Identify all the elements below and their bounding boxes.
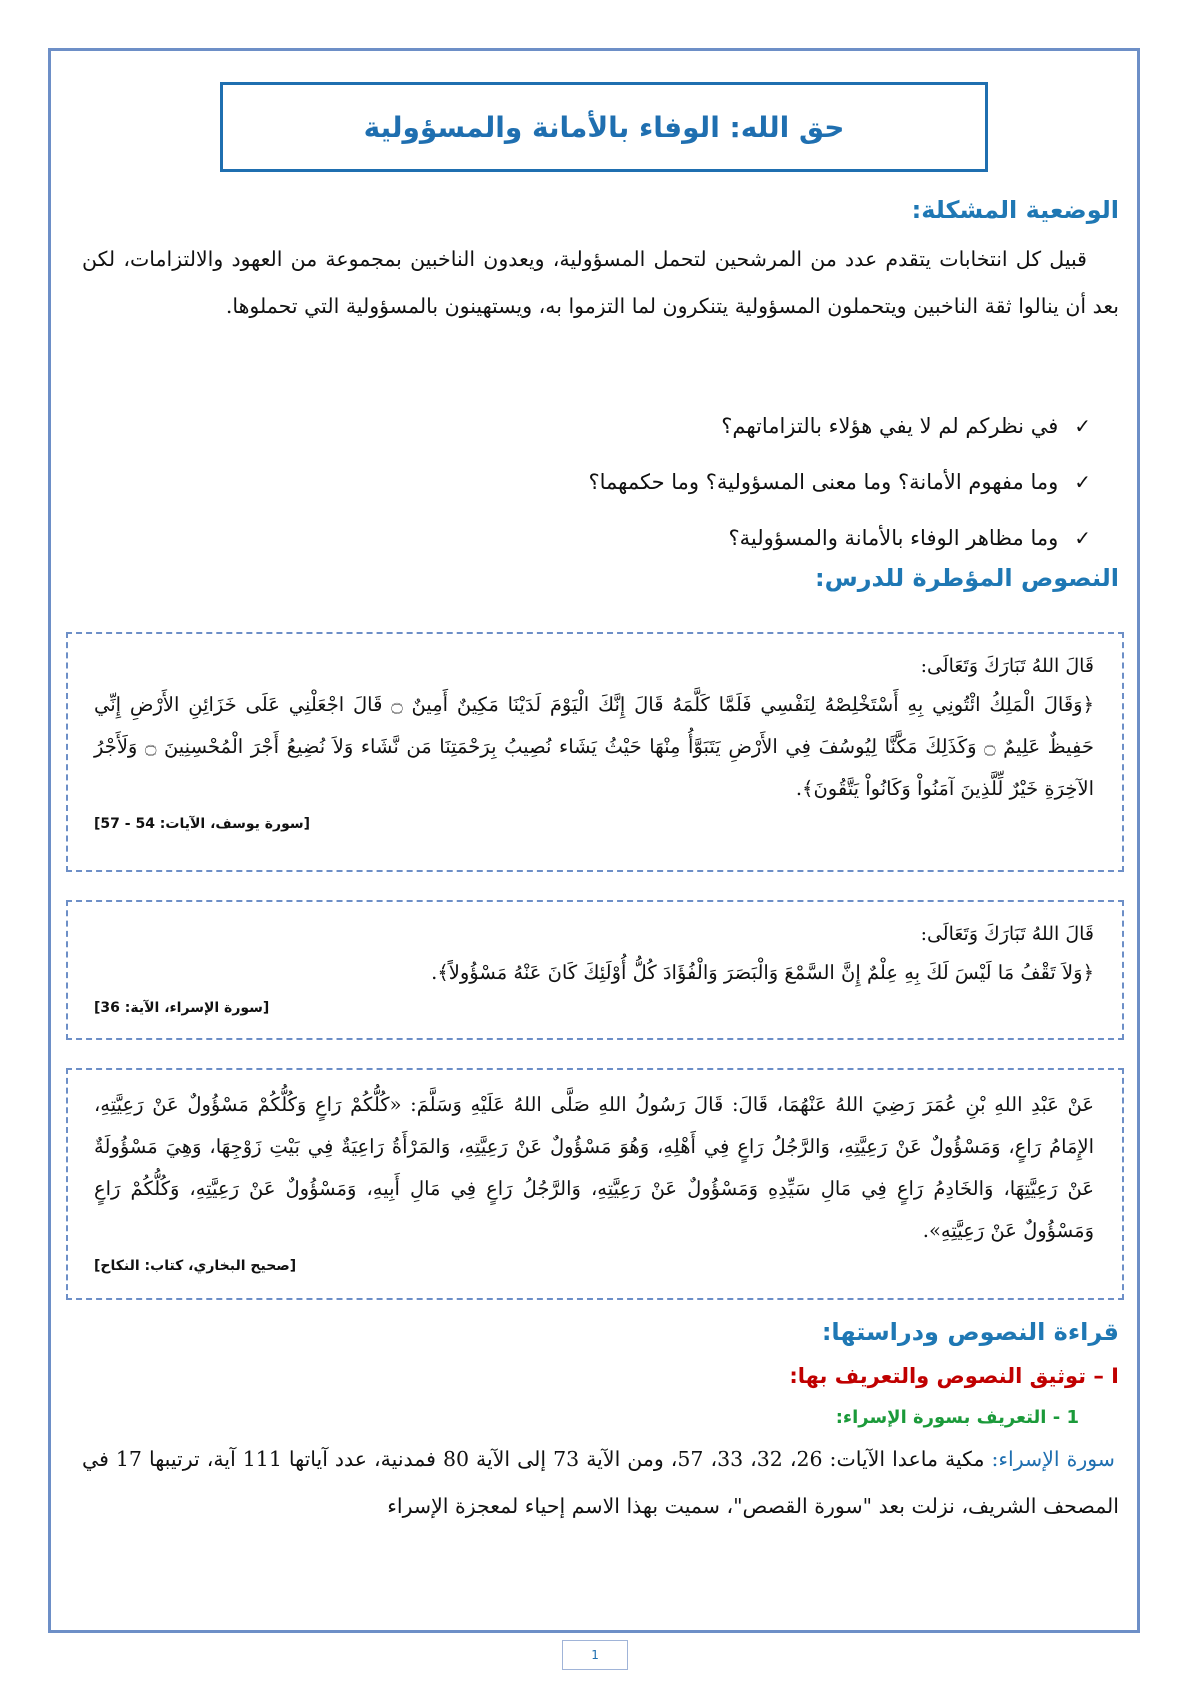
question-item: ✓في نظركم لم لا يفي هؤلاء بالتزاماتهم؟ — [721, 414, 1091, 438]
question-item: ✓وما مفهوم الأمانة؟ وما معنى المسؤولية؟ وما حكمهما؟ — [588, 470, 1091, 494]
page-number: 1 — [562, 1640, 628, 1670]
text-reference: [سورة الإسراء، الآية: 36] — [94, 1000, 270, 1016]
text-box-yusuf — [66, 632, 1124, 872]
text-intro: قَالَ اللهُ تَبَارَكَ وَتَعَالَى: — [920, 923, 1094, 945]
question-list — [588, 398, 1091, 566]
hadith-text: عَنْ عَبْدِ اللهِ بْنِ عُمَرَ رَضِيَ اللهُ عَنْهُمَا، قَالَ: قَالَ رَسُولُ اللهِ صَلَّى اللهُ عَلَيْهِ وَسَلَّمَ: «كُلُّكُمْ رَاعٍ وَكُلُّكُمْ مَسْؤُولٌ عَنْ رَعِيَّتِهِ، الإِمَامُ رَاعٍ، وَمَسْؤُولٌ عَنْ رَعِيَّتِهِ، وَالرَّجُلُ رَاعٍ فِي أَهْلِهِ، وَهُوَ مَسْؤُولٌ عَنْ رَعِيَّتِهِ، وَالمَرْأَةُ رَاعِيَةٌ فِي بَيْتِ زَوْجِهَا، وَهِيَ مَسْؤُولَةٌ عَنْ رَعِيَّتِهَا، وَالخَادِمُ رَاعٍ فِي مَالِ سَيِّدِهِ وَمَسْؤُولٌ عَنْ رَعِيَّتِهِ، وَالرَّجُلُ رَاعٍ فِي مَالِ أَبِيهِ، وَمَسْؤُولٌ عَنْ رَعِيَّتِهِ، وَكُلُّكُمْ رَاعٍ وَمَسْؤُولٌ عَنْ رَعِيَّتِهِ». — [94, 1093, 1094, 1242]
question-item: ✓وما مظاهر الوفاء بالأمانة والمسؤولية؟ — [728, 526, 1091, 550]
quran-verse: ﴿وَقَالَ الْمَلِكُ ائْتُونِي بِهِ أَسْتَخْلِصْهُ لِنَفْسِي فَلَمَّا كَلَّمَهُ قَالَ إِنَّكَ الْيَوْمَ لَدَيْنَا مَكِينٌ أَمِينٌ ۝ قَالَ اجْعَلْنِي عَلَى خَزَائِنِ الأَرْضِ إِنِّي حَفِيظٌ عَلِيمٌ ۝ وَكَذَلِكَ مَكَّنَّا لِيُوسُفَ فِي الأَرْضِ يَتَبَوَّأُ مِنْهَا حَيْثُ يَشَاء نُصِيبُ بِرَحْمَتِنَا مَن نَّشَاء وَلاَ نُضِيعُ أَجْرَ الْمُحْسِنِينَ ۝ وَلَأَجْرُ الآخِرَةِ خَيْرٌ لِّلَّذِينَ آمَنُواْ وَكَانُواْ يَتَّقُونَ﴾. — [94, 693, 1094, 800]
surah-description: مكية ماعدا الآيات: 26، 32، 33، 57، ومن الآية 73 إلى الآية 80 فمدنية، عدد آياتها 111 آية، ترتيبها 17 في المصحف الشريف، نزلت بعد "سورة القصص"، سميت بهذا الاسم إحياء لمعجزة الإسراء — [82, 1447, 1119, 1518]
problem-heading: الوضعية المشكلة: — [911, 196, 1119, 224]
check-icon: ✓ — [1074, 470, 1091, 494]
quran-verse: ﴿وَلاَ تَقْفُ مَا لَيْسَ لَكَ بِهِ عِلْمٌ إِنَّ السَّمْعَ وَالْبَصَرَ وَالْفُؤَادَ كُلُّ أُوْلَئِكَ كَانَ عَنْهُ مَسْؤُولاً﴾. — [431, 961, 1094, 984]
text-box-isra — [66, 900, 1124, 1040]
page-title: حق الله: الوفاء بالأمانة والمسؤولية — [363, 110, 845, 144]
problem-paragraph: قبيل كل انتخابات يتقدم عدد من المرشحين لتحمل المسؤولية، ويعدون الناخبين بمجموعة من العهود والالتزامات، لكن بعد أن ينالوا ثقة الناخبين ويتحملون المسؤولية يتنكرون لما التزموا به، ويستهينون بالمسؤولية التي تحملوها. — [82, 247, 1119, 318]
surah-paragraph — [82, 1436, 1119, 1530]
section-documentation-heading: I – توثيق النصوص والتعريف بها: — [789, 1364, 1119, 1388]
texts-heading: النصوص المؤطرة للدرس: — [814, 564, 1119, 592]
text-intro: قَالَ اللهُ تَبَارَكَ وَتَعَالَى: — [920, 655, 1094, 677]
check-icon: ✓ — [1074, 414, 1091, 438]
text-reference: [صحيح البخاري، كتاب: النكاح] — [94, 1258, 297, 1274]
text-box-hadith — [66, 1068, 1124, 1300]
check-icon: ✓ — [1074, 526, 1091, 550]
surah-term: سورة الإسراء: — [991, 1447, 1115, 1471]
text-reference: [سورة يوسف، الآيات: 54 - 57] — [94, 816, 311, 832]
reading-heading: قراءة النصوص ودراستها: — [821, 1318, 1119, 1346]
title-box — [220, 82, 988, 172]
section-surah-heading: 1 - التعريف بسورة الإسراء: — [835, 1407, 1079, 1428]
